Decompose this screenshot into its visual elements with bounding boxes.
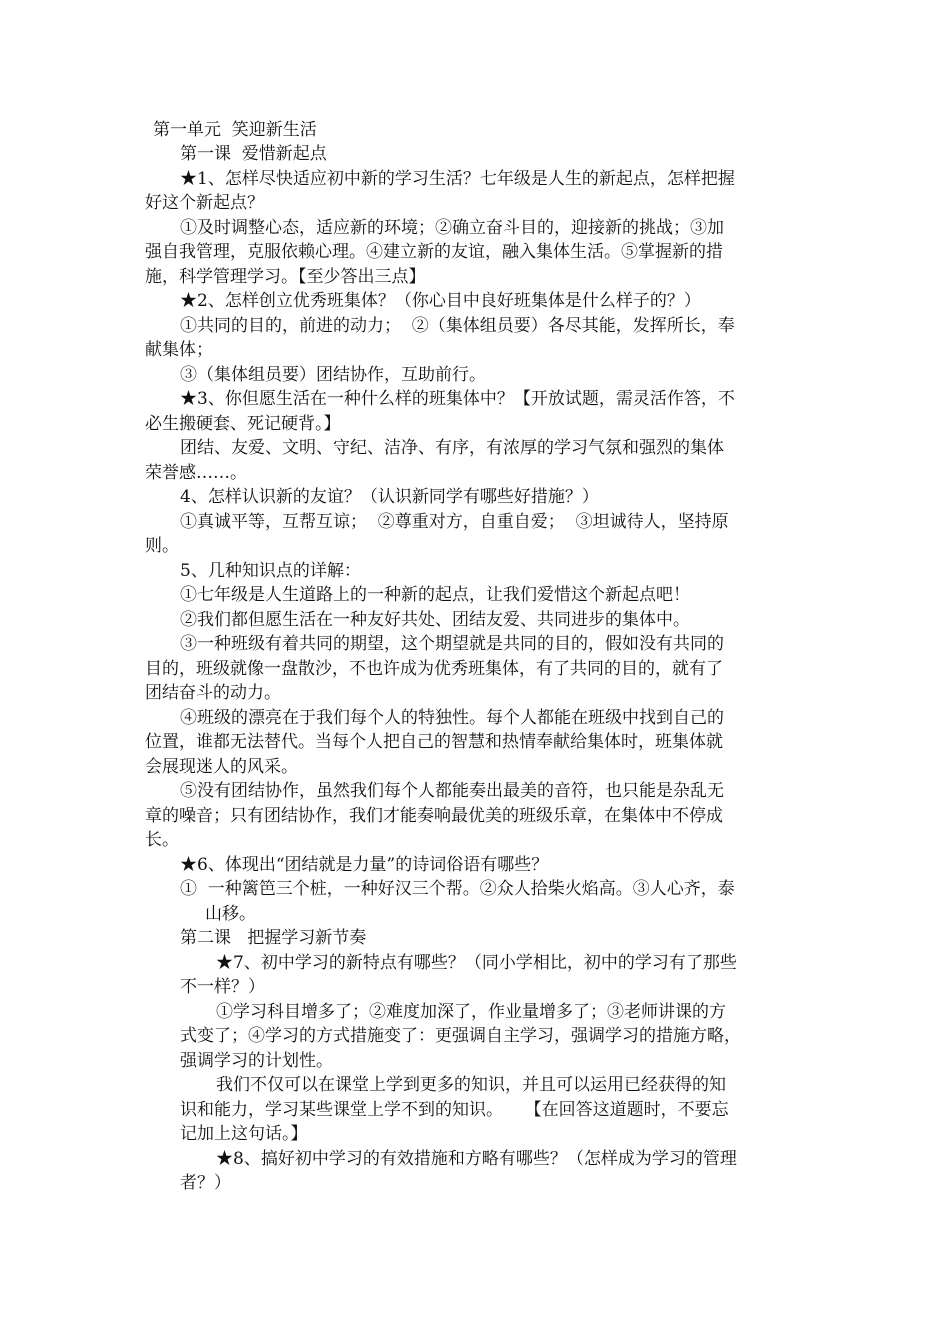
text-line: 则。	[145, 536, 179, 556]
text-line: ★2、怎样创立优秀班集体？（你心目中良好班集体是什么样子的？）	[180, 291, 701, 311]
text-line: 式变了；④学习的方式措施变了：更强调自主学习，强调学习的措施方略，	[180, 1026, 741, 1046]
text-line: 位置，谁都无法替代。当每个人把自己的智慧和热情奉献给集体时，班集体就	[145, 732, 723, 752]
text-line: ②我们都但愿生活在一种友好共处、团结友爱、共同进步的集体中。	[180, 610, 690, 630]
text-line: ★8、搞好初中学习的有效措施和方略有哪些？（怎样成为学习的管理	[216, 1149, 737, 1169]
text-line: 献集体；	[145, 340, 213, 360]
text-line: ⑤没有团结协作，虽然我们每个人都能奏出最美的音符，也只能是杂乱无	[180, 781, 724, 801]
text-line: 第二课 把握学习新节奏	[180, 928, 367, 948]
text-line: ④班级的漂亮在于我们每个人的特独性。每个人都能在班级中找到自己的	[180, 708, 724, 728]
text-line: 4、怎样认识新的友谊？（认识新同学有哪些好措施？）	[180, 487, 599, 507]
text-line: 第一课 爱惜新起点	[180, 144, 327, 164]
text-line: ①七年级是人生道路上的一种新的起点，让我们爱惜这个新起点吧！	[180, 585, 690, 605]
text-line: 章的噪音；只有团结协作，我们才能奏响最优美的班级乐章，在集体中不停成	[145, 806, 723, 826]
text-line: 强自我管理，克服依赖心理。④建立新的友谊，融入集体生活。⑤掌握新的措	[145, 242, 723, 262]
text-line: ★1、怎样尽快适应初中新的学习生活？七年级是人生的新起点，怎样把握	[180, 169, 735, 189]
text-line: ① 一种篱笆三个桩，一种好汉三个帮。②众人拾柴火焰高。③人心齐，泰	[180, 879, 735, 899]
text-line: 团结、友爱、文明、守纪、洁净、有序，有浓厚的学习气氛和强烈的集体	[180, 438, 724, 458]
text-line: 团结奋斗的动力。	[145, 683, 281, 703]
text-line: 山移。	[205, 904, 256, 924]
text-line: 不一样？）	[180, 977, 265, 997]
text-line: 我们不仅可以在课堂上学到更多的知识，并且可以运用已经获得的知	[216, 1075, 726, 1095]
text-line: ①真诚平等，互帮互谅； ②尊重对方，自重自爱； ③坦诚待人，坚持原	[180, 512, 729, 532]
text-line: 第一单元 笑迎新生活	[153, 120, 317, 140]
text-line: 目的，班级就像一盘散沙，不也许成为优秀班集体，有了共同的目的，就有了	[145, 659, 723, 679]
text-line: ★7、初中学习的新特点有哪些？（同小学相比，初中的学习有了那些	[216, 953, 737, 973]
text-line: 记加上这句话。】	[180, 1124, 308, 1144]
text-line: 识和能力，学习某些课堂上学不到的知识。 【在回答这道题时，不要忘	[180, 1100, 729, 1120]
text-line: ③一种班级有着共同的期望，这个期望就是共同的目的，假如没有共同的	[180, 634, 724, 654]
text-line: 长。	[145, 830, 179, 850]
text-line: 必生搬硬套、死记硬背。】	[145, 414, 341, 434]
text-line: 会展现迷人的风采。	[145, 757, 298, 777]
text-line: ①共同的目的，前进的动力； ②（集体组员要）各尽其能，发挥所长，奉	[180, 316, 735, 336]
text-line: ①及时调整心态，适应新的环境；②确立奋斗目的，迎接新的挑战；③加	[180, 218, 724, 238]
text-line: ★6、体现出“团结就是力量”的诗词俗语有哪些？	[180, 855, 549, 875]
text-line: 强调学习的计划性。	[180, 1051, 333, 1071]
text-line: 荣誉感……。	[145, 463, 247, 483]
text-line: 者？）	[180, 1173, 231, 1193]
text-line: ③（集体组员要）团结协作，互助前行。	[180, 365, 486, 385]
text-line: ①学习科目增多了；②难度加深了，作业量增多了；③老师讲课的方	[216, 1002, 726, 1022]
text-line: 好这个新起点？	[145, 193, 264, 213]
text-line: 施，科学管理学习。【至少答出三点】	[145, 267, 426, 287]
text-line: ★3、你但愿生活在一种什么样的班集体中？【开放试题，需灵活作答，不	[180, 389, 735, 409]
text-line: 5、几种知识点的详解：	[180, 561, 361, 581]
